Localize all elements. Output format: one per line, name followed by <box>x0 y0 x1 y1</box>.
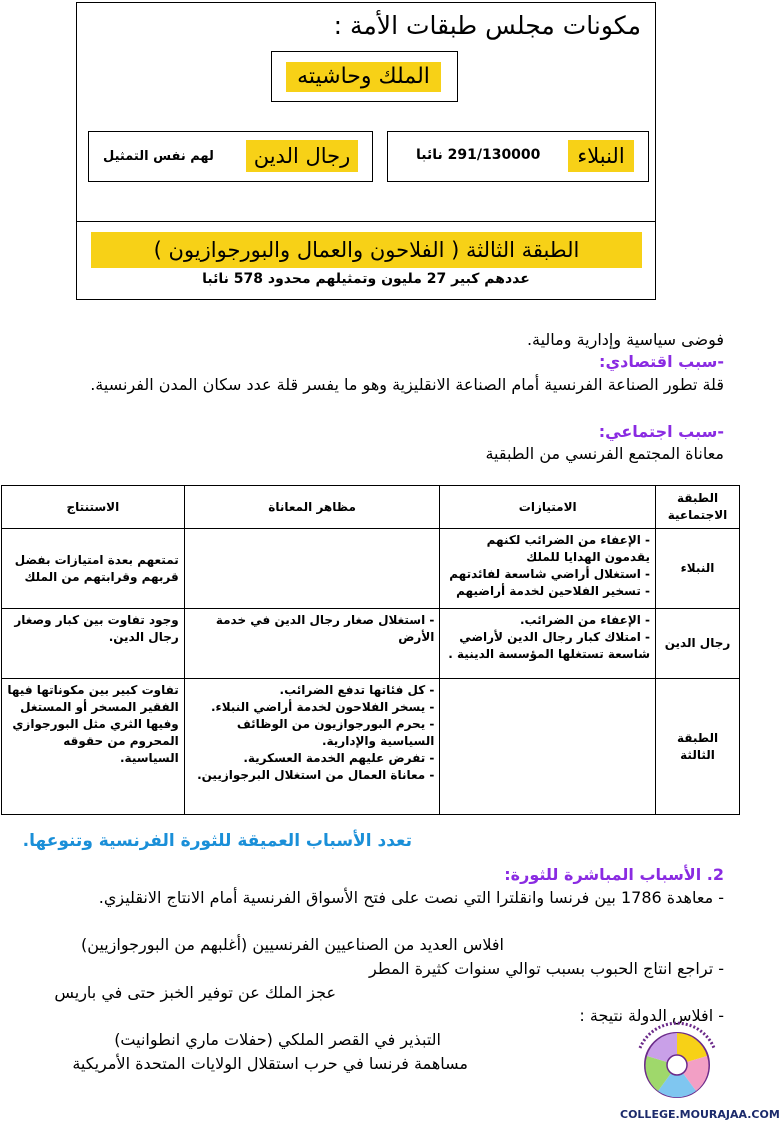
list-item: - يحرم البورجوازيون من الوظائف السياسية والإدارية. <box>236 717 435 748</box>
economic-heading: -سبب اقتصادي: <box>599 352 724 371</box>
clergy-box <box>88 131 373 182</box>
row-suffering <box>184 679 440 815</box>
site-url[interactable]: COLLEGE.MOURAJAA.COM <box>620 1108 780 1121</box>
row-suffering <box>184 609 440 679</box>
header-privileges: الامتيازات <box>440 486 656 529</box>
row-class: رجال الدين <box>656 609 740 679</box>
nobles-label: النبلاء <box>568 140 634 172</box>
list-item: - تفرض عليهم الخدمة العسكرية. <box>243 751 435 765</box>
list-item: - استغلال أراضي شاسعة لفائدتهم <box>449 567 651 581</box>
clergy-note: لهم نفس التمثيل <box>103 149 214 164</box>
cause-item: افلاس العديد من الصناعيين الفرنسيين (أغلبهم من البورجوازيين) <box>80 935 504 954</box>
cause-item: مساهمة فرنسا في حرب استقلال الولايات المتحدة الأمريكية <box>72 1054 468 1073</box>
nobles-box <box>387 131 649 182</box>
third-estate-label: الطبقة الثالثة ( الفلاحون والعمال والبورجوازيون ) <box>91 232 642 268</box>
causes-summary: تعدد الأسباب العميقة للثورة الفرنسية وتنوعها. <box>22 831 412 851</box>
list-item: - كل فئاتها تدفع الضرائب. <box>279 683 435 697</box>
row-class: النبلاء <box>656 529 740 609</box>
table-header-row <box>2 486 740 529</box>
row-conclusion: وجود تفاوت بين كبار وصغار رجال الدين. <box>2 609 185 679</box>
table-row <box>2 679 740 815</box>
social-text: معاناة المجتمع الفرنسي من الطبقية <box>485 444 724 463</box>
row-conclusion: تمتعهم بعدة امتيازات بفضل قربهم وقرابتهم من الملك <box>2 529 185 609</box>
list-item: - تسخير الفلاحين لخدمة أراضيهم <box>456 584 651 598</box>
diagram-title: مكونات مجلس طبقات الأمة : <box>333 11 641 40</box>
economic-text: قلة تطور الصناعة الفرنسية أمام الصناعة الانقليزية وهو ما يفسر قلة عدد سكان المدن الفرنسية. <box>90 375 724 394</box>
cause-item: - افلاس الدولة نتيجة : <box>579 1006 724 1025</box>
row-privileges <box>440 609 656 679</box>
table-row <box>2 529 740 609</box>
list-item: - يسخر الفلاحون لخدمة أراضي النبلاء. <box>211 700 435 714</box>
third-estate-note: عددهم كبير 27 مليون وتمثيلهم محدود 578 نائبا <box>202 271 530 287</box>
direct-causes-heading: 2. الأسباب المباشرة للثورة: <box>504 865 724 884</box>
row-privileges <box>440 679 656 815</box>
list-item: - الإعفاء من الضرائب. <box>519 613 651 627</box>
header-suffering: مظاهر المعاناة <box>184 486 440 529</box>
clergy-label: رجال الدين <box>246 140 358 172</box>
list-item: - امتلاك كبار رجال الدين لأراضي شاسعة تستغلها المؤسسة الدينية . <box>448 630 651 661</box>
table-row <box>2 609 740 679</box>
king-label: الملك وحاشيته <box>286 62 441 92</box>
nobles-count: 291/130000 نائبا <box>416 147 541 163</box>
header-conclusion: الاستنتاج <box>2 486 185 529</box>
intro-line: فوضى سياسية وإدارية ومالية. <box>526 330 724 349</box>
king-box <box>271 51 458 102</box>
logo-wheel-icon <box>634 1018 720 1104</box>
row-suffering <box>184 529 440 609</box>
list-item: - الإعفاء من الضرائب لكنهم يقدمون الهدايا للملك <box>486 533 651 564</box>
cause-item: - تراجع انتاج الحبوب بسبب توالي سنوات كثيرة المطر <box>369 959 724 978</box>
list-item: - معاناة العمال من استغلال البرجوازيين. <box>197 768 435 782</box>
cause-item: عجز الملك عن توفير الخبز حتى في باريس <box>54 983 336 1002</box>
cause-item: التبذير في القصر الملكي (حفلات ماري انطوانيت) <box>114 1030 441 1049</box>
social-heading: -سبب اجتماعي: <box>598 422 724 441</box>
header-class: الطبقة الاجتماعية <box>656 486 740 529</box>
estates-diagram <box>76 2 656 300</box>
row-conclusion: تفاوت كبير بين مكوناتها فيها الفقير المسخر أو المستغل وفيها الثري مثل البورجوازي المحروم من حقوقه السياسية. <box>2 679 185 815</box>
social-classes-table <box>1 485 740 815</box>
list-item: - استغلال صغار رجال الدين في خدمة الأرض <box>215 613 435 644</box>
row-privileges <box>440 529 656 609</box>
site-logo <box>634 1018 720 1104</box>
diagram-divider <box>77 221 655 222</box>
row-class: الطبقة الثالثة <box>656 679 740 815</box>
cause-item: - معاهدة 1786 بين فرنسا وانقلترا التي نصت على فتح الأسواق الفرنسية أمام الانتاج الانقليزي. <box>98 888 724 907</box>
